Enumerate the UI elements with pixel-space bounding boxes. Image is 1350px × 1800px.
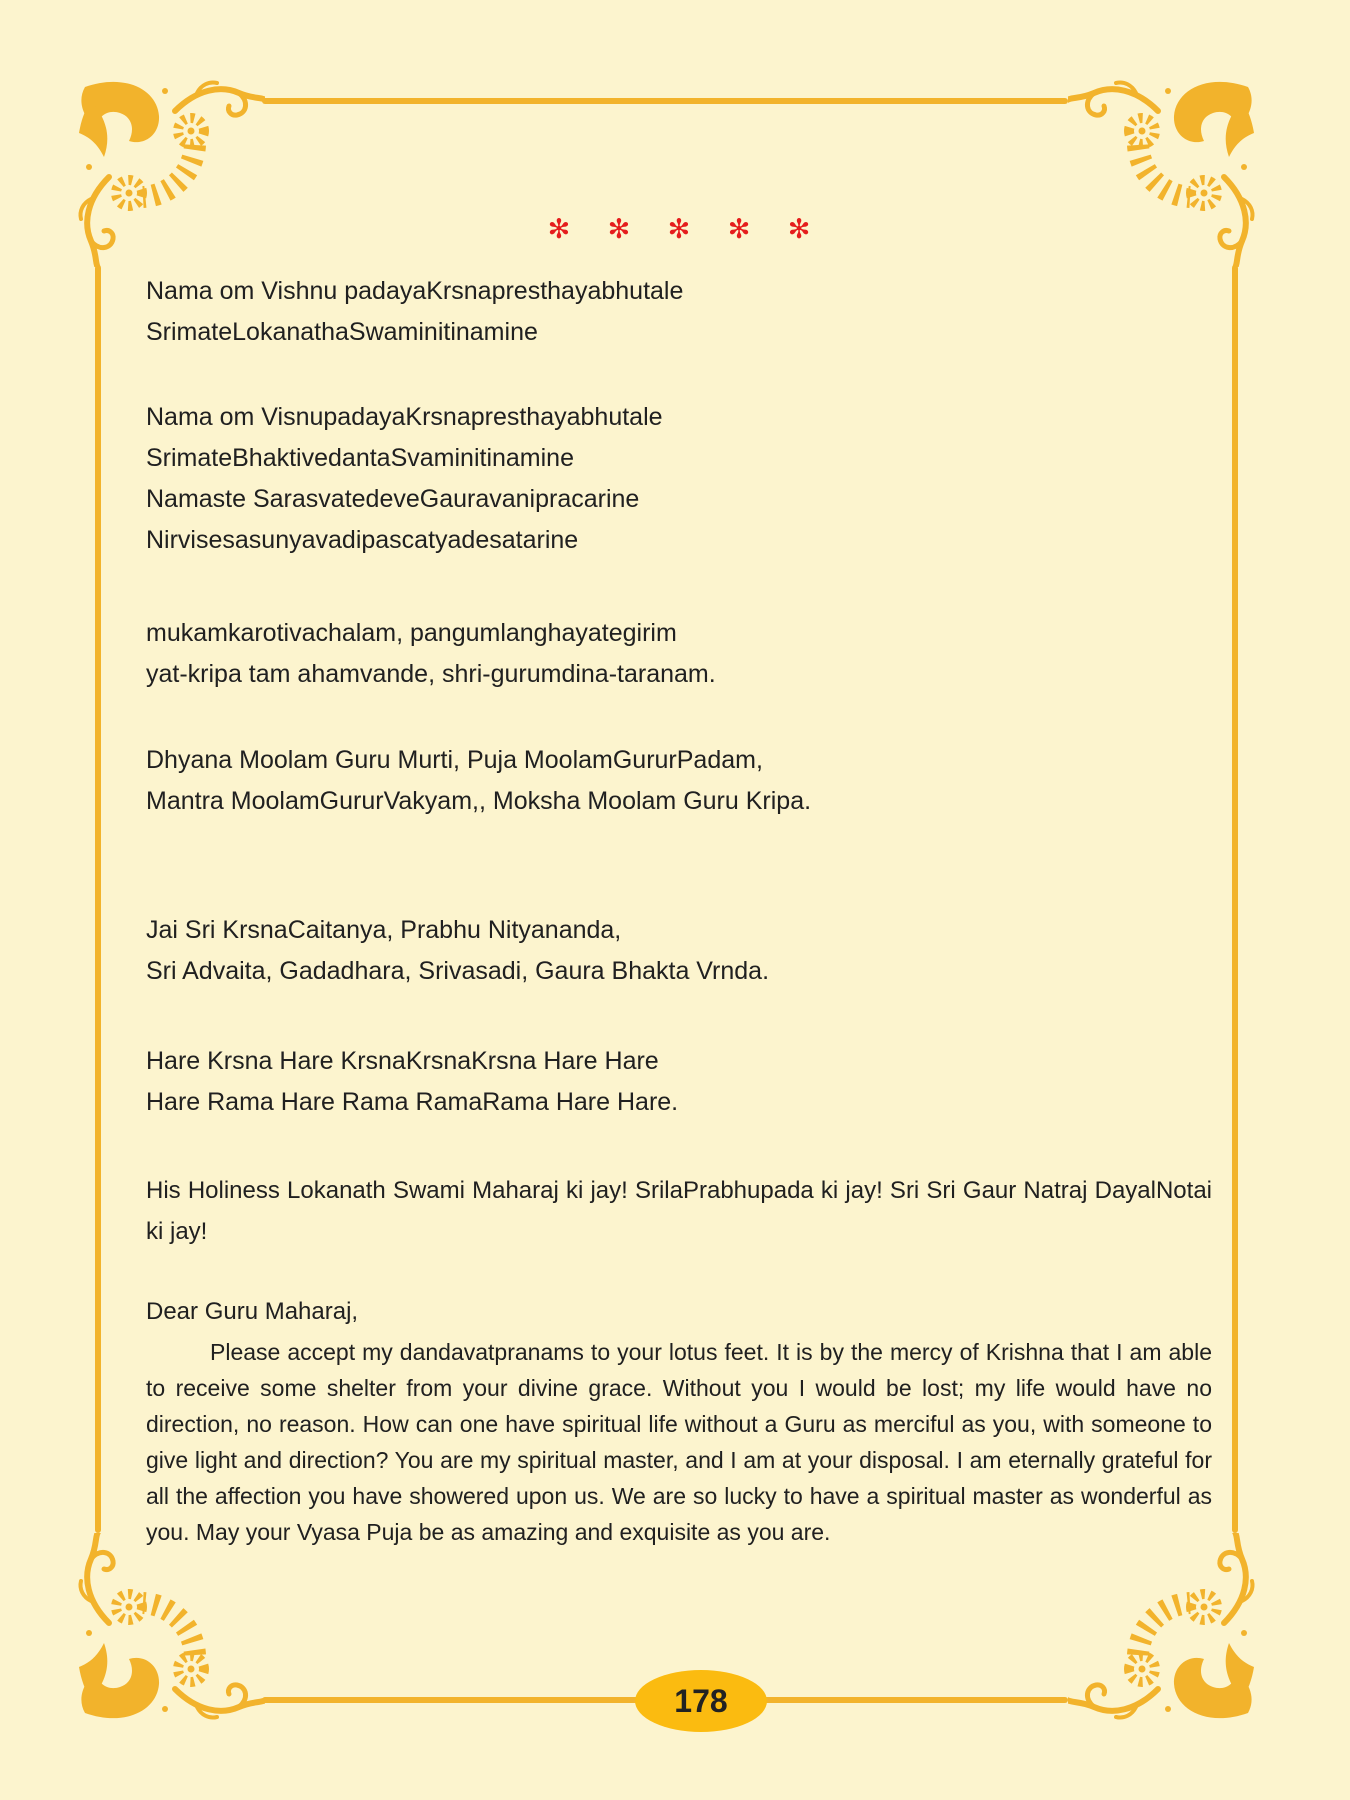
corner-ornament-bottom-right-icon [1068, 1533, 1264, 1729]
corner-ornament-bottom-left-icon [69, 1533, 265, 1729]
verse-line: Nama om Vishnu padayaKrsnapresthayabhutale [146, 277, 684, 305]
border-line-right [1232, 265, 1238, 1533]
verse-block [146, 397, 1212, 561]
verse-block [146, 271, 1212, 353]
asterisk-divider: ✻ ✻ ✻ ✻ ✻ [547, 214, 825, 245]
verse-line: Hare Rama Hare Rama RamaRama Hare Hare. [146, 1088, 679, 1116]
verse-block [146, 910, 1212, 992]
page-number-badge [635, 1670, 767, 1732]
verse-line: mukamkarotivachalam, pangumlanghayategirim [146, 619, 677, 647]
verse-block [146, 740, 1212, 822]
verse-line: SrimateBhaktivedantaSvaminitinamine [146, 444, 574, 472]
verse-block [146, 1041, 1212, 1123]
verse-line: Hare Krsna Hare KrsnaKrsnaKrsna Hare Hare [146, 1047, 659, 1075]
border-line-top [262, 98, 1068, 104]
verse-line: Nirvisesasunyavadipascatyadesatarine [146, 526, 579, 554]
verse-line: Mantra MoolamGururVakyam,, Moksha Moolam Guru Kripa. [146, 787, 812, 815]
jay-acclamation-line: His Holiness Lokanath Swami Maharaj ki jay! SrilaPrabhupada ki jay! Sri Sri Gaur Natraj DayalNotai ki jay! [146, 1177, 1212, 1245]
verse-line: Sri Advaita, Gadadhara, Srivasadi, Gaura Bhakta Vrnda. [146, 957, 770, 985]
letter-salutation: Dear Guru Maharaj, [146, 1298, 359, 1325]
verse-line: Jai Sri KrsnaCaitanya, Prabhu Nityananda, [146, 916, 622, 944]
verse-line: SrimateLokanathaSwaminitinamine [146, 318, 538, 346]
verse-line: yat-kripa tam ahamvande, shri-gurumdina-taranam. [146, 660, 716, 688]
verse-line: Nama om VisnupadayaKrsnapresthayabhutale [146, 403, 663, 431]
verse-line: Namaste SarasvatedeveGauravanipracarine [146, 485, 640, 513]
page-number: 178 [674, 1682, 728, 1719]
verse-block [146, 613, 1212, 695]
page-content [146, 210, 1212, 1550]
letter-body: Please accept my dandavatpranams to your lotus feet. It is by the mercy of Krishna that I am able to receive some shelter from your divine grace. Without you I would be lost; my life would have no direction, no reason. How can one have spiritual life without a Guru as merciful as you, with someone to give light and direction? You are my spiritual master, and I am at your disposal. I am eternally grateful for all the affection you have showered upon us. We are so lucky to have a spiritual master as wonderful as you. May your Vyasa Puja be as amazing and exquisite as you are. [146, 1339, 1212, 1545]
verse-line: Dhyana Moolam Guru Murti, Puja MoolamGururPadam, [146, 746, 763, 774]
border-line-left [95, 265, 101, 1533]
